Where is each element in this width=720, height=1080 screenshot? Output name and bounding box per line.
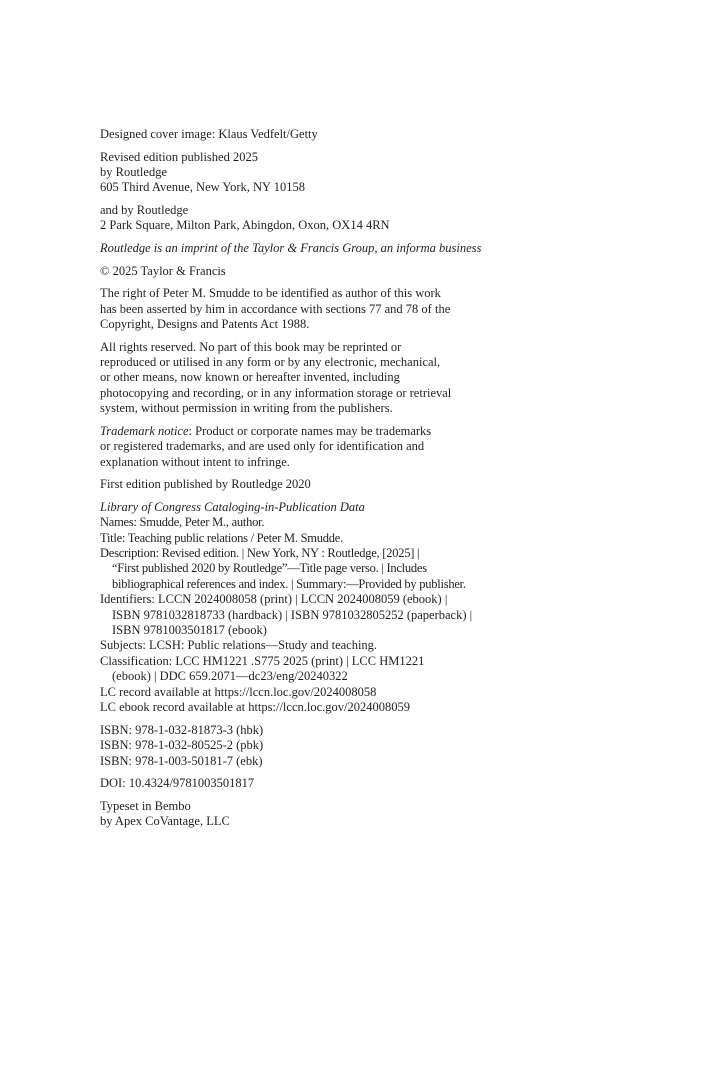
trademark-notice xyxy=(100,424,500,470)
rights-line: photocopying and recording, or in any information storage or retrieval xyxy=(100,385,452,400)
doi xyxy=(100,776,500,791)
cip-identifiers: Identifiers: LCCN 2024008058 (print) | LCCN 2024008059 (ebook) | xyxy=(100,592,448,607)
first-edition xyxy=(100,477,500,492)
isbn-line: ISBN: 978-1-032-80525-2 (pbk) xyxy=(100,738,264,753)
cover-credit-line: Designed cover image: Klaus Vedfelt/Getty xyxy=(100,127,318,141)
cip-lc-ebook-record: LC ebook record available at https://lccn.loc.gov/2024008059 xyxy=(100,700,410,715)
typeset-line: Typeset in Bembo xyxy=(100,798,191,813)
isbn-line: ISBN: 978-1-032-81873-3 (hbk) xyxy=(100,722,264,737)
cip-description: bibliographical references and index. | Summary:—Provided by publisher. xyxy=(112,576,466,591)
rights-line: system, without permission in writing from the publishers. xyxy=(100,401,393,416)
rights-line: All rights reserved. No part of this book may be reprinted or xyxy=(100,339,402,354)
uk-address xyxy=(100,203,500,234)
publication-info xyxy=(100,150,500,196)
imprint-note xyxy=(100,241,500,256)
doi-line: DOI: 10.4324/9781003501817 xyxy=(100,776,255,791)
cip-subjects: Subjects: LCSH: Public relations—Study and teaching. xyxy=(100,638,378,653)
author-rights-line: Copyright, Designs and Patents Act 1988. xyxy=(100,317,310,331)
publication-line: 605 Third Avenue, New York, NY 10158 xyxy=(100,180,305,195)
trademark-text: : Product or corporate names may be trademarks xyxy=(188,423,432,438)
rights-reserved xyxy=(100,340,500,417)
rights-line: or other means, now known or hereafter invented, including xyxy=(100,370,400,385)
typeset-info xyxy=(100,799,500,830)
cip-description: “First published 2020 by Routledge”—Title page verso. | Includes xyxy=(112,561,427,576)
cip-lc-record: LC record available at https://lccn.loc.gov/2024008058 xyxy=(100,684,377,699)
isbn-list xyxy=(100,723,500,769)
trademark-first-line xyxy=(100,424,500,439)
author-rights-line: has been asserted by him in accordance with sections 77 and 78 of the xyxy=(100,301,451,316)
cip-title: Title: Teaching public relations / Peter M. Smudde. xyxy=(100,530,343,545)
publication-line: Revised edition published 2025 xyxy=(100,149,258,164)
copyright-line: © 2025 Taylor & Francis xyxy=(100,263,226,278)
cover-credit xyxy=(100,127,500,142)
cip-data xyxy=(100,500,500,716)
cip-identifiers: ISBN 9781032818733 (hardback) | ISBN 9781032805252 (paperback) | xyxy=(112,607,473,622)
first-edition-line: First edition published by Routledge 2020 xyxy=(100,477,311,492)
cip-identifiers: ISBN 9781003501817 (ebook) xyxy=(112,623,267,638)
cip-classification: (ebook) | DDC 659.2071—dc23/eng/20240322 xyxy=(112,669,348,684)
uk-address-line: 2 Park Square, Milton Park, Abingdon, Oxon, OX14 4RN xyxy=(100,218,390,233)
copyright-notice xyxy=(100,264,500,279)
cip-classification: Classification: LCC HM1221 .S775 2025 (print) | LCC HM1221 xyxy=(100,653,425,668)
cip-heading: Library of Congress Cataloging-in-Publication Data xyxy=(100,499,365,514)
cip-description: Description: Revised edition. | New York, NY : Routledge, [2025] | xyxy=(100,546,420,561)
trademark-label: Trademark notice xyxy=(100,423,189,438)
imprint-note-line: Routledge is an imprint of the Taylor & Francis Group, an informa business xyxy=(100,241,482,255)
isbn-line: ISBN: 978-1-003-50181-7 (ebk) xyxy=(100,753,263,768)
author-rights-line: The right of Peter M. Smudde to be identified as author of this work xyxy=(100,286,441,301)
rights-line: reproduced or utilised in any form or by any electronic, mechanical, xyxy=(100,355,441,369)
typeset-line: by Apex CoVantage, LLC xyxy=(100,814,230,829)
publication-line: by Routledge xyxy=(100,165,168,179)
copyright-page xyxy=(100,127,500,837)
author-rights xyxy=(100,286,500,332)
trademark-line: explanation without intent to infringe. xyxy=(100,454,290,469)
trademark-line: or registered trademarks, and are used only for identification and xyxy=(100,439,425,454)
cip-names: Names: Smudde, Peter M., author. xyxy=(100,515,265,530)
uk-address-line: and by Routledge xyxy=(100,203,189,217)
